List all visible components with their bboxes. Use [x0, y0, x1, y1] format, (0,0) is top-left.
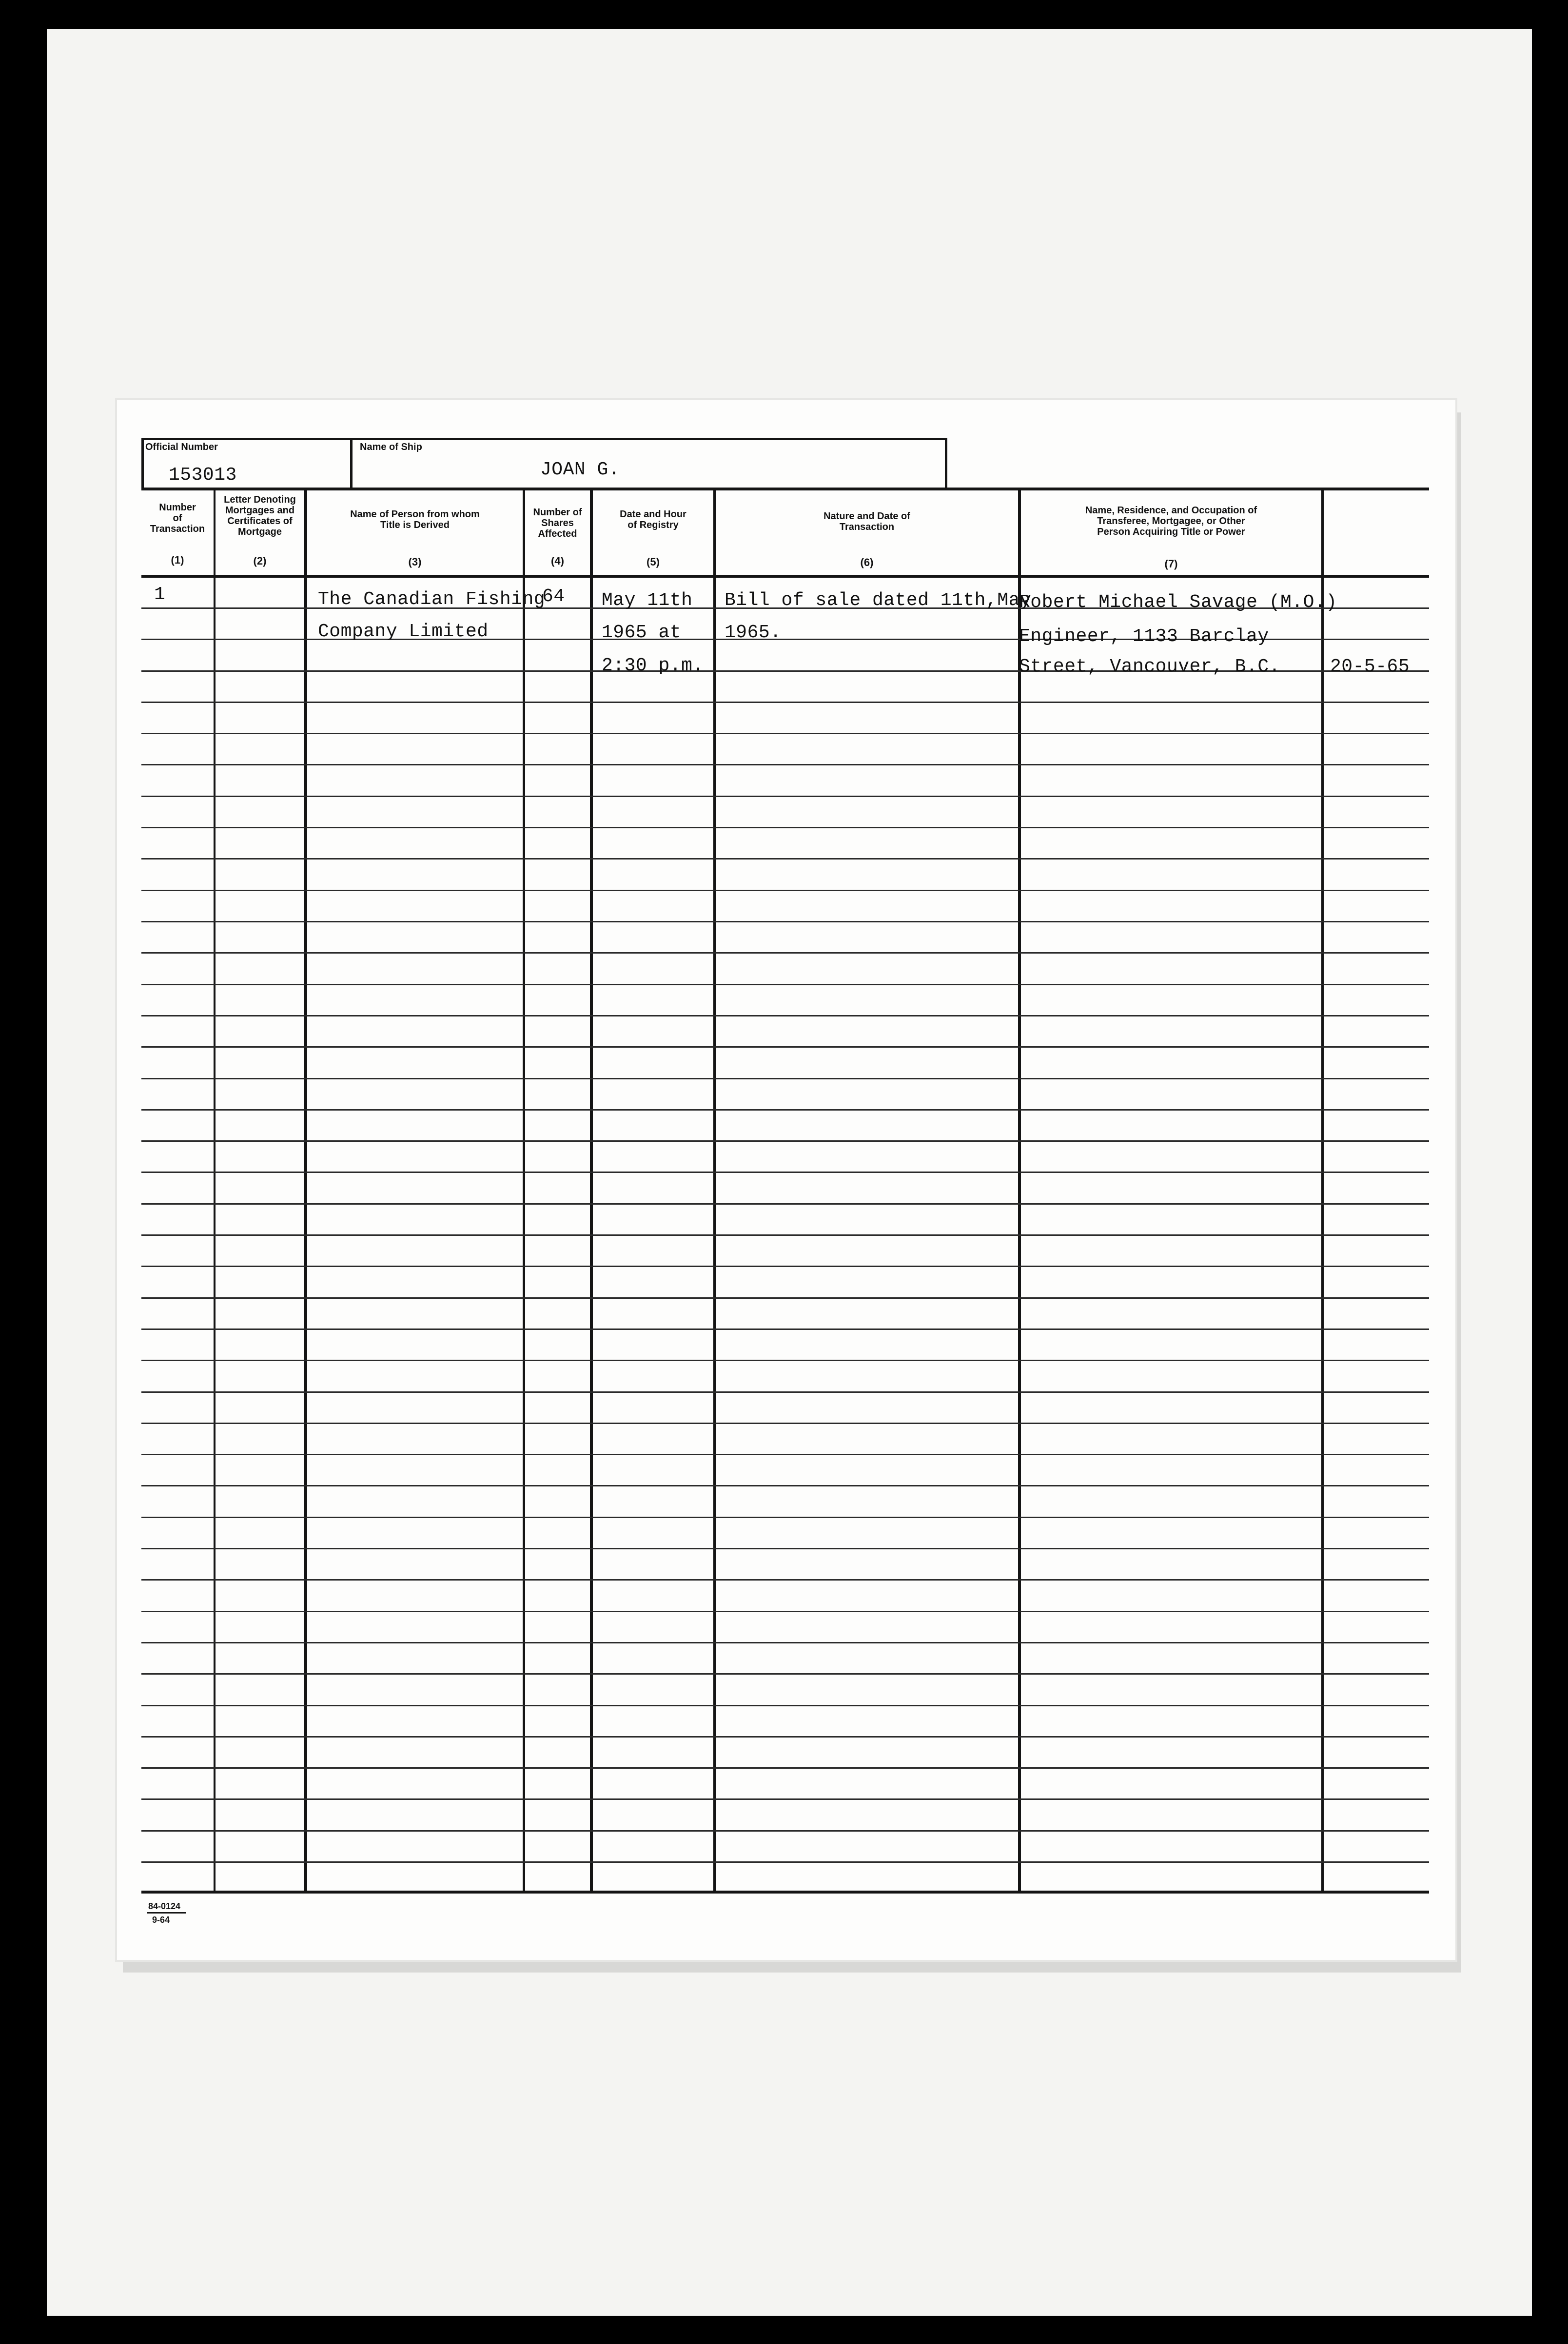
- col-heading-5: Date and Hour of Registry: [620, 509, 686, 530]
- row-rule: [141, 1360, 1429, 1361]
- col-heading-7: Name, Residence, and Occupation of Transferee, Mortgagee, or Other Person Acquiring Title or Power: [1085, 505, 1257, 537]
- col-number-3: (3): [408, 556, 422, 568]
- table-header-rule: [141, 575, 1429, 578]
- col-heading-2: Letter Denoting Mortgages and Certificates of Mortgage: [224, 494, 296, 537]
- form-code-date: 9-64: [152, 1915, 170, 1925]
- row-rule: [141, 1454, 1429, 1455]
- entry-from-line-2: Company Limited: [318, 621, 489, 642]
- col-number-7: (7): [1164, 558, 1178, 570]
- ship-name-value: JOAN G.: [540, 459, 620, 480]
- col-divider-7: [1321, 488, 1324, 1893]
- row-rule: [141, 1297, 1429, 1299]
- col-number-6: (6): [860, 556, 874, 568]
- row-rule: [141, 1266, 1429, 1267]
- row-rule: [141, 1736, 1429, 1738]
- col-heading-3: Name of Person from whom Title is Derived: [350, 509, 480, 530]
- col-number-5: (5): [647, 556, 660, 568]
- col-divider-2: [304, 488, 307, 1893]
- entry-date-line-3: 2:30 p.m.: [602, 655, 704, 676]
- col-heading-1: Number of Transaction: [150, 502, 205, 534]
- row-rule: [141, 1517, 1429, 1518]
- row-rule: [141, 1642, 1429, 1643]
- col-divider-5: [713, 488, 716, 1893]
- header-right-border: [945, 438, 947, 489]
- row-rule: [141, 1673, 1429, 1675]
- entry-acquirer-line-2: Engineer, 1133 Barclay: [1019, 626, 1269, 647]
- entry-acquirer-line-1: Robert Michael Savage (M.O.): [1019, 592, 1337, 613]
- col-divider-6: [1018, 488, 1021, 1893]
- entry-shares: 64: [542, 586, 565, 607]
- row-rule: [141, 702, 1429, 703]
- col-number-2: (2): [253, 555, 267, 567]
- header-top-border: [141, 438, 947, 440]
- table-bottom-rule: [141, 1891, 1429, 1894]
- row-rule: [141, 1203, 1429, 1205]
- entry-acquirer-line-3: Street, Vancouver, B.C.: [1019, 656, 1280, 677]
- row-rule: [141, 1548, 1429, 1549]
- col-divider-3: [523, 488, 525, 1893]
- header-left-border: [141, 438, 144, 489]
- entry-extra-date: 20-5-65: [1330, 656, 1410, 677]
- row-rule: [141, 1109, 1429, 1111]
- row-rule: [141, 1423, 1429, 1424]
- row-rule: [141, 921, 1429, 922]
- header-divider: [350, 438, 353, 489]
- entry-nature-line-2: 1965.: [725, 622, 782, 643]
- official-number-label: Official Number: [145, 442, 218, 452]
- row-rule: [141, 733, 1429, 734]
- row-rule: [141, 1798, 1429, 1800]
- col-heading-4: Number of Shares Affected: [533, 507, 582, 539]
- official-number-value: 153013: [169, 465, 237, 486]
- form-code-rule: [147, 1912, 186, 1914]
- row-rule: [141, 1046, 1429, 1048]
- entry-from-line-1: The Canadian Fishing: [318, 589, 546, 610]
- row-rule: [141, 1391, 1429, 1393]
- row-rule: [141, 1328, 1429, 1330]
- entry-date-line-2: 1965 at: [602, 622, 682, 643]
- col-heading-6: Nature and Date of Transaction: [823, 511, 910, 532]
- row-rule: [141, 764, 1429, 765]
- entry-transaction-number: 1: [154, 584, 166, 605]
- table-top-rule: [141, 488, 1429, 490]
- row-rule: [141, 984, 1429, 985]
- row-rule: [141, 1485, 1429, 1486]
- row-rule: [141, 1140, 1429, 1142]
- entry-nature-line-1: Bill of sale dated 11th,May: [725, 590, 1032, 611]
- row-rule: [141, 1611, 1429, 1612]
- row-rule: [141, 952, 1429, 954]
- row-rule: [141, 827, 1429, 828]
- ship-name-label: Name of Ship: [360, 442, 422, 452]
- row-rule: [141, 796, 1429, 797]
- row-rule: [141, 890, 1429, 891]
- col-divider-4: [590, 488, 593, 1893]
- col-number-4: (4): [551, 555, 564, 567]
- row-rule: [141, 1234, 1429, 1236]
- row-rule: [141, 1705, 1429, 1706]
- entry-date-line-1: May 11th: [602, 590, 693, 611]
- col-divider-1: [214, 488, 216, 1893]
- row-rule: [141, 1579, 1429, 1581]
- row-rule: [141, 1078, 1429, 1079]
- row-rule: [141, 1830, 1429, 1832]
- form-code-number: 84-0124: [148, 1901, 181, 1911]
- row-rule: [141, 858, 1429, 859]
- row-rule: [141, 1767, 1429, 1769]
- col-number-1: (1): [171, 554, 184, 566]
- row-rule: [141, 1015, 1429, 1016]
- row-rule: [141, 1861, 1429, 1863]
- row-rule: [141, 1172, 1429, 1173]
